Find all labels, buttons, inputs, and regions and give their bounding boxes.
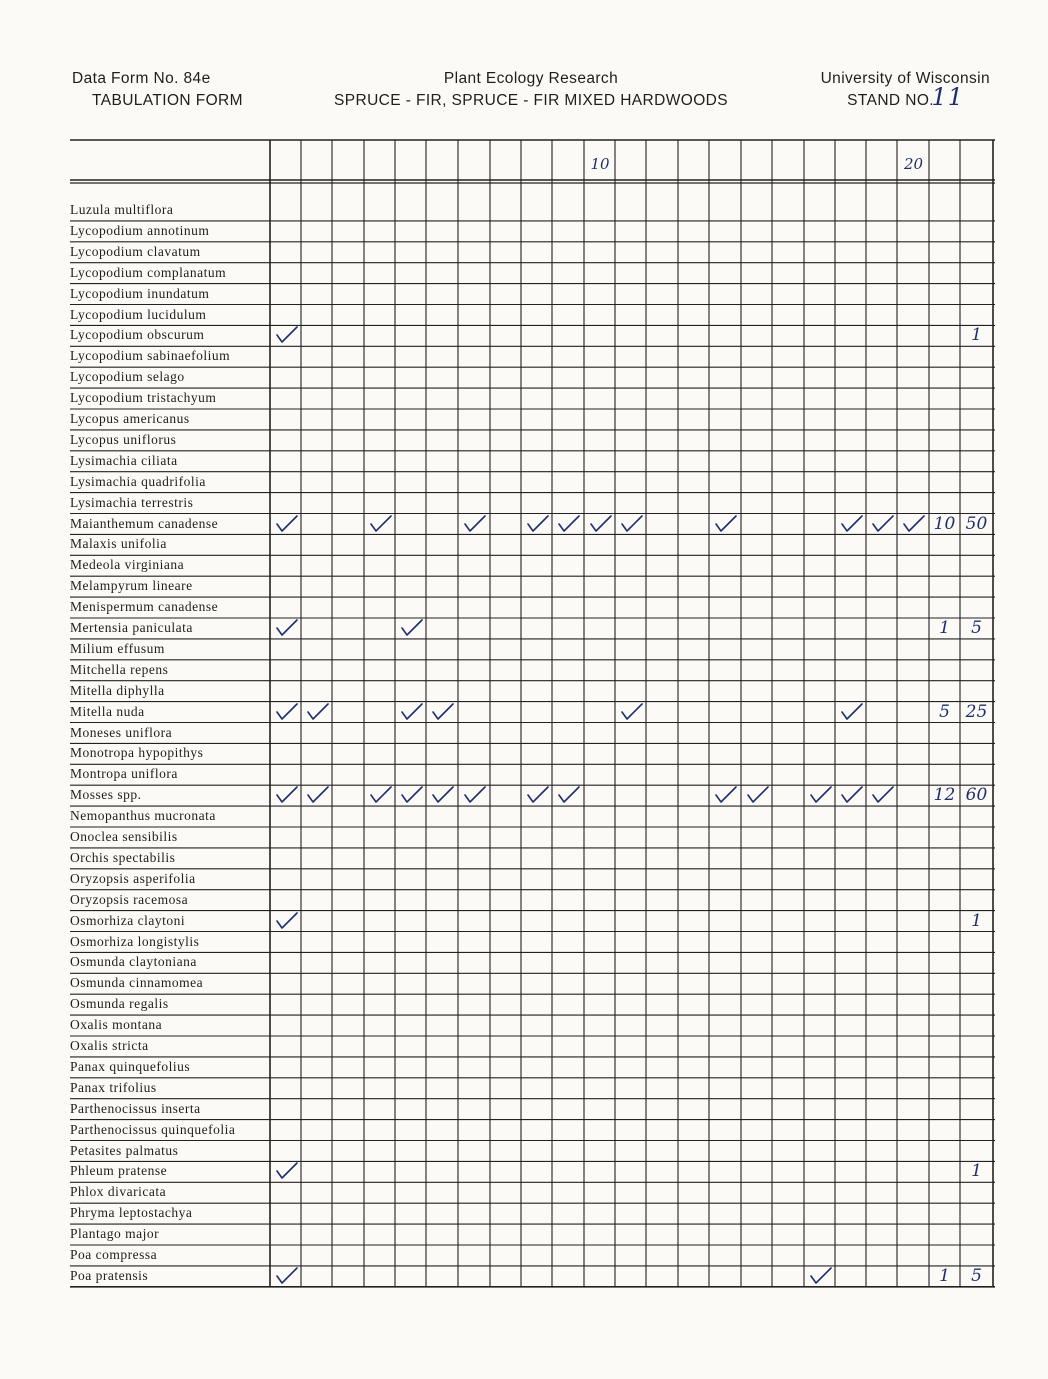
species-name: Lysimachia terrestris [70,494,194,510]
species-name: Mertensia paniculata [70,620,193,635]
percent-value: 60 [965,785,988,806]
check-mark-icon [557,786,581,804]
species-name: Lycopodium selago [70,369,185,385]
check-mark-icon [902,515,926,533]
check-mark-icon [871,786,895,804]
check-mark-icon [714,786,738,804]
percent-value: 1 [971,325,982,346]
university-name: University of Wisconsin [820,70,990,87]
form-number: Data Form No. 84e [72,70,211,87]
check-mark-icon [431,786,455,804]
frequency-value: 1 [939,1265,950,1286]
check-mark-icon [746,786,770,804]
species-name: Melampyrum lineare [70,578,193,594]
species-name: Lysimachia ciliata [70,452,178,468]
check-mark-icon [557,515,581,533]
species-name: Oxalis stricta [70,1038,149,1053]
percent-value: 25 [965,701,988,722]
check-mark-icon [526,515,550,533]
check-mark-icon [275,912,299,930]
check-mark-icon [463,786,487,804]
check-mark-icon [275,703,299,721]
frequency-value: 5 [939,701,950,722]
check-mark-icon [275,1267,299,1285]
check-mark-icon [589,515,613,533]
species-name: Plantago major [70,1226,160,1242]
species-name: Monotropa hypopithys [70,745,204,761]
check-mark-icon [526,786,550,804]
species-name: Lycopodium tristachyum [70,390,217,406]
percent-value: 50 [965,513,988,534]
species-name: Mosses spp. [70,787,142,803]
species-name: Moneses uniflora [70,724,173,740]
species-name: Parthenocissus inserta [70,1100,201,1116]
species-name: Osmunda regalis [70,996,169,1012]
percent-value: 1 [971,1161,982,1182]
species-name: Panax quinquefolius [70,1058,191,1074]
species-name: Lycopus americanus [70,411,190,426]
check-mark-icon [714,515,738,533]
research-title: Plant Ecology Research [443,70,619,87]
check-mark-icon [275,1162,299,1180]
check-mark-icon [840,703,864,721]
species-name: Lycopodium complanatum [70,264,227,280]
species-name: Lycopodium sabinaefolium [70,348,231,364]
check-mark-icon [275,326,299,344]
species-name: Mitella nuda [70,703,145,719]
species-name: Osmorhiza longistylis [70,933,200,949]
frequency-value: 1 [939,618,950,638]
check-mark-icon [871,515,895,533]
species-name: Onoclea sensibilis [70,829,178,844]
check-mark-icon [809,786,833,804]
check-mark-icon [840,515,864,533]
species-name: Oryzopsis racemosa [70,891,189,907]
species-name: Medeola virginiana [70,557,185,573]
species-name: Lycopodium inundatum [70,285,210,301]
species-name: Phleum pratense [70,1163,168,1179]
frequency-value: 12 [933,785,956,806]
species-name: Petasites palmatus [70,1142,179,1158]
species-name: Osmorhiza claytoni [70,912,186,928]
column-marker: 20 [904,155,924,173]
check-mark-icon [275,515,299,533]
check-mark-icon [306,703,330,721]
species-name: Poa pratensis [70,1267,149,1283]
check-mark-icon [809,1267,833,1285]
species-name: Lycopodium obscurum [70,327,205,343]
species-name: Phlox divaricata [70,1184,167,1200]
form-name: TABULATION FORM [92,92,243,109]
species-name: Malaxis unifolia [70,536,167,552]
species-name: Oryzopsis asperifolia [70,870,196,886]
species-name: Poa compressa [70,1247,158,1262]
percent-value: 1 [971,910,982,931]
check-mark-icon [306,786,330,804]
check-mark-icon [400,703,424,721]
check-mark-icon [369,515,393,533]
check-mark-icon [400,786,424,804]
check-mark-icon [275,786,299,804]
species-name: Luzula multiflora [70,202,174,217]
check-mark-icon [463,515,487,533]
check-mark-icon [400,619,424,637]
check-mark-icon [620,515,644,533]
percent-value: 5 [971,618,982,638]
percent-value: 5 [971,1265,982,1286]
species-name: Lycopodium clavatum [70,243,201,259]
species-name: Lycopodium annotinum [70,222,210,238]
form-subtitle: SPRUCE - FIR, SPRUCE - FIR MIXED HARDWOODS [334,92,728,109]
species-name: Osmunda claytoniana [70,954,197,970]
check-mark-icon [431,703,455,721]
stand-number-value: 11 [931,83,964,111]
species-name: Mitella diphylla [70,682,165,698]
species-name: Mitchella repens [70,661,169,677]
column-marker: 10 [590,155,610,173]
species-name: Orchis spectabilis [70,849,176,865]
species-name: Montropa uniflora [70,766,178,782]
species-name: Lysimachia quadrifolia [70,473,206,489]
species-name: Panax trifolius [70,1079,157,1095]
check-mark-icon [620,703,644,721]
species-name: Milium effusum [70,640,165,656]
species-name: Parthenocissus quinquefolia [70,1121,236,1137]
frequency-value: 10 [933,513,956,534]
check-mark-icon [275,619,299,637]
species-name: Oxalis montana [70,1017,163,1033]
species-name: Menispermum canadense [70,599,219,615]
species-name: Phryma leptostachya [70,1205,193,1221]
species-name: Lycopodium lucidulum [70,306,207,322]
species-name: Nemopanthus mucronata [70,808,216,824]
species-name: Lycopus uniflorus [70,431,177,447]
stand-label: STAND NO. [847,92,934,109]
species-name: Maianthemum canadense [70,515,219,531]
species-name: Osmunda cinnamomea [70,975,204,991]
check-mark-icon [840,786,864,804]
check-mark-icon [369,786,393,804]
